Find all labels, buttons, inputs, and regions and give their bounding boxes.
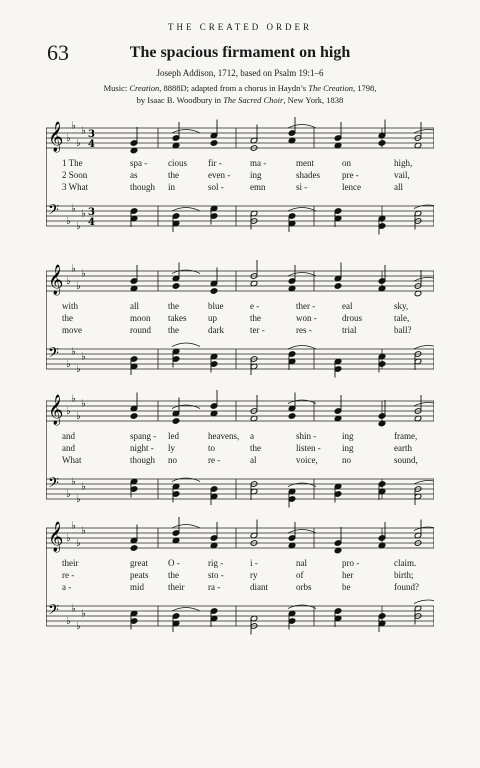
- lyric-syllable: drous: [342, 313, 362, 323]
- lyric-syllable: ball?: [394, 325, 412, 335]
- lyric-syllable: lence: [342, 182, 361, 192]
- slur: [414, 527, 434, 531]
- flat-icon: ♭: [81, 268, 86, 280]
- slur: [288, 400, 316, 404]
- lyric-syllable: all: [130, 301, 139, 311]
- lyric-syllable: al: [250, 455, 257, 465]
- lyric-syllable: claim.: [394, 558, 417, 568]
- slur: [172, 208, 200, 212]
- lyric-syllable: with: [62, 301, 79, 311]
- lyric-syllable: si -: [296, 182, 308, 192]
- lyric-syllable: the: [168, 170, 179, 180]
- lyric-syllable: cious: [168, 158, 187, 168]
- slur: [172, 478, 200, 482]
- lyric-verse-2: [46, 170, 434, 182]
- flat-icon: ♭: [81, 608, 86, 620]
- lyric-verse-2: [46, 443, 434, 455]
- music-system: [46, 255, 434, 395]
- treble-clef-icon: 𝄞: [48, 265, 64, 295]
- flat-icon: ♭: [81, 351, 86, 363]
- flat-icon: ♭: [66, 359, 71, 370]
- slur: [288, 273, 316, 277]
- lyric-syllable: pre -: [342, 170, 359, 180]
- flat-icon: ♭: [71, 520, 76, 532]
- hymn-title: The spacious firmament on high: [129, 44, 351, 61]
- lyric-syllable: trial: [342, 325, 357, 335]
- lyric-syllable: on: [342, 158, 351, 168]
- slur: [172, 343, 200, 347]
- lyric-syllable: and: [62, 443, 75, 453]
- note-head: [288, 413, 296, 420]
- author-credit: Joseph Addison, 1712, based on Psalm 19:1–6: [156, 68, 324, 78]
- lyric-syllable: 2 Soon: [62, 170, 88, 180]
- lyric-syllable: moon: [130, 313, 151, 323]
- lyric-syllable: peats: [130, 570, 149, 580]
- note-head: [210, 288, 218, 295]
- time-signature: 3: [88, 207, 95, 218]
- flat-icon: ♭: [71, 203, 76, 215]
- treble-clef-icon: 𝄞: [48, 122, 64, 152]
- lyric-syllable: in: [168, 182, 176, 192]
- lyric-syllable: won -: [296, 313, 317, 323]
- flat-icon: ♭: [66, 533, 71, 544]
- flat-icon: ♭: [66, 216, 71, 227]
- lyric-syllable: up: [208, 313, 217, 323]
- treble-staff: [46, 117, 434, 154]
- note-head: [172, 418, 180, 425]
- slur: [414, 130, 434, 134]
- bass-staff: [46, 343, 434, 378]
- slur: [414, 481, 434, 485]
- flat-icon: ♭: [76, 138, 81, 149]
- flat-icon: ♭: [71, 263, 76, 275]
- lyric-syllable: ma -: [250, 158, 267, 168]
- lyric-syllable: res -: [296, 325, 312, 335]
- lyric-syllable: ly: [168, 443, 176, 453]
- lyric-verse-3: [46, 582, 434, 594]
- lyric-syllable: 1 The: [62, 158, 83, 168]
- section-header: THE CREATED ORDER: [168, 22, 312, 32]
- flat-icon: ♭: [76, 364, 81, 375]
- lyric-verse-2: [46, 570, 434, 582]
- lyric-syllable: mid: [130, 582, 145, 592]
- flat-icon: ♭: [71, 346, 76, 358]
- hymn-number: 63: [47, 40, 69, 65]
- flat-icon: ♭: [81, 125, 86, 137]
- slur: [172, 130, 200, 134]
- flat-icon: ♭: [71, 120, 76, 132]
- lyric-syllable: as: [130, 170, 138, 180]
- note-head: [172, 283, 180, 290]
- lyric-syllable: no: [168, 455, 177, 465]
- lyric-verse-3: [46, 325, 434, 337]
- lyric-syllable: move: [62, 325, 82, 335]
- slur: [288, 346, 316, 350]
- slur: [172, 608, 200, 612]
- lyric-syllable: e -: [250, 301, 260, 311]
- flat-icon: ♭: [76, 538, 81, 549]
- lyric-verse-3: [46, 455, 434, 467]
- flat-icon: ♭: [81, 398, 86, 410]
- lyric-syllable: ing: [342, 431, 354, 441]
- flat-icon: ♭: [81, 481, 86, 493]
- treble-clef-icon: 𝄞: [48, 522, 64, 552]
- lyric-syllable: to: [208, 443, 216, 453]
- lyric-syllable: sto -: [208, 570, 224, 580]
- lyric-syllable: 3 What: [62, 182, 89, 192]
- lyric-syllable: ing: [342, 443, 354, 453]
- slur: [288, 125, 316, 129]
- note-head: [130, 545, 138, 552]
- flat-icon: ♭: [71, 603, 76, 615]
- lyric-syllable: eal: [342, 301, 353, 311]
- time-signature: 4: [88, 217, 95, 228]
- lyric-syllable: re -: [62, 570, 75, 580]
- note-head: [130, 413, 138, 420]
- lyric-syllable: dark: [208, 325, 224, 335]
- slur: [288, 605, 316, 609]
- lyric-syllable: the: [168, 325, 179, 335]
- lyric-syllable: emn: [250, 182, 266, 192]
- treble-staff: [46, 390, 434, 427]
- lyric-syllable: the: [250, 313, 261, 323]
- lyric-syllable: and: [62, 431, 75, 441]
- lyric-syllable: rig -: [208, 558, 224, 568]
- flat-icon: ♭: [76, 411, 81, 422]
- lyric-syllable: ther -: [296, 301, 316, 311]
- flat-icon: ♭: [76, 221, 81, 232]
- lyric-syllable: led: [168, 431, 179, 441]
- lyric-syllable: ra -: [208, 582, 221, 592]
- lyric-syllable: of: [296, 570, 304, 580]
- slur: [414, 278, 434, 282]
- lyric-syllable: a: [250, 431, 254, 441]
- lyric-syllable: sound,: [394, 455, 418, 465]
- lyric-verse-1: [46, 558, 434, 570]
- music-credit: Music: Creation, 8888D; adapted from a chorus in Haydn’s The Creation, 1798, by Isaac B. Woodbury in The Sacred Choir, New York, 1838: [103, 83, 377, 105]
- flat-icon: ♭: [66, 616, 71, 627]
- lyric-syllable: great: [130, 558, 148, 568]
- slur: [414, 346, 434, 350]
- bass-clef-icon: 𝄢: [48, 202, 59, 222]
- flat-icon: ♭: [76, 621, 81, 632]
- lyric-syllable: re -: [208, 455, 221, 465]
- lyric-syllable: earth: [394, 443, 412, 453]
- lyric-syllable: though: [130, 182, 156, 192]
- lyric-syllable: the: [62, 313, 73, 323]
- lyric-syllable: night -: [130, 443, 154, 453]
- flat-icon: ♭: [66, 489, 71, 500]
- lyric-syllable: round: [130, 325, 151, 335]
- lyric-syllable: ry: [250, 570, 258, 580]
- lyric-syllable: sky,: [394, 301, 409, 311]
- lyric-syllable: tale,: [394, 313, 410, 323]
- lyric-syllable: spang -: [130, 431, 157, 441]
- lyric-syllable: takes: [168, 313, 187, 323]
- bass-staff: [46, 475, 434, 508]
- flat-icon: ♭: [81, 208, 86, 220]
- lyric-syllable: the: [168, 301, 179, 311]
- lyric-syllable: though: [130, 455, 156, 465]
- time-signature: 4: [88, 139, 95, 150]
- lyric-syllable: listen -: [296, 443, 321, 453]
- flat-icon: ♭: [71, 393, 76, 405]
- slur: [288, 208, 316, 212]
- lyric-syllable: a -: [62, 582, 72, 592]
- slur: [414, 403, 434, 407]
- lyric-syllable: ter -: [250, 325, 265, 335]
- music-system: [46, 112, 434, 252]
- flat-icon: ♭: [66, 406, 71, 417]
- slur: [414, 205, 434, 209]
- lyric-syllable: spa -: [130, 158, 148, 168]
- lyric-syllable: ing: [250, 170, 262, 180]
- slur: [172, 525, 200, 529]
- bass-staff: [46, 600, 434, 635]
- lyric-syllable: their: [168, 582, 185, 592]
- lyric-verse-1: [46, 301, 434, 313]
- bass-staff: [46, 202, 434, 235]
- bass-clef-icon: 𝄢: [48, 602, 59, 622]
- flat-icon: ♭: [81, 525, 86, 537]
- flat-icon: ♭: [76, 494, 81, 505]
- lyric-syllable: heavens,: [208, 431, 240, 441]
- lyric-syllable: all: [394, 182, 403, 192]
- lyric-syllable: high,: [394, 158, 413, 168]
- lyric-syllable: O -: [168, 558, 180, 568]
- lyric-syllable: shades: [296, 170, 320, 180]
- note-head: [378, 140, 386, 147]
- lyric-syllable: found?: [394, 582, 419, 592]
- lyric-verse-3: [46, 182, 434, 194]
- lyric-syllable: pro -: [342, 558, 360, 568]
- flat-icon: ♭: [71, 476, 76, 488]
- music-system: [46, 385, 434, 525]
- slur: [172, 270, 200, 274]
- bass-clef-icon: 𝄢: [48, 475, 59, 495]
- lyric-syllable: vail,: [394, 170, 410, 180]
- slur: [414, 600, 434, 604]
- lyric-syllable: orbs: [296, 582, 312, 592]
- time-signature: 3: [88, 129, 95, 140]
- lyric-verse-1: [46, 158, 434, 170]
- lyric-syllable: her: [342, 570, 354, 580]
- lyric-syllable: ment: [296, 158, 314, 168]
- lyric-syllable: the: [250, 443, 261, 453]
- lyric-syllable: blue: [208, 301, 224, 311]
- slur: [288, 530, 316, 534]
- lyric-syllable: shin -: [296, 431, 317, 441]
- slur: [288, 483, 316, 487]
- flat-icon: ♭: [66, 276, 71, 287]
- lyric-syllable: i -: [250, 558, 258, 568]
- lyric-syllable: be: [342, 582, 351, 592]
- lyric-syllable: What: [62, 455, 82, 465]
- treble-staff: [46, 260, 434, 297]
- lyric-syllable: voice,: [296, 455, 318, 465]
- lyric-verse-1: [46, 431, 434, 443]
- lyric-syllable: birth;: [394, 570, 414, 580]
- lyric-syllable: diant: [250, 582, 268, 592]
- lyric-syllable: even -: [208, 170, 231, 180]
- lyric-verse-2: [46, 313, 434, 325]
- lyric-syllable: the: [168, 570, 179, 580]
- lyric-syllable: fir -: [208, 158, 222, 168]
- treble-clef-icon: 𝄞: [48, 395, 64, 425]
- lyric-syllable: no: [342, 455, 351, 465]
- lyric-syllable: nal: [296, 558, 307, 568]
- flat-icon: ♭: [76, 281, 81, 292]
- bass-clef-icon: 𝄢: [48, 345, 59, 365]
- music-system: [46, 512, 434, 652]
- treble-staff: [46, 517, 434, 554]
- flat-icon: ♭: [66, 133, 71, 144]
- lyric-syllable: frame,: [394, 431, 418, 441]
- lyric-syllable: sol -: [208, 182, 224, 192]
- note-head: [210, 140, 218, 147]
- lyric-syllable: their: [62, 558, 79, 568]
- slur: [172, 405, 200, 409]
- note-head: [334, 283, 342, 290]
